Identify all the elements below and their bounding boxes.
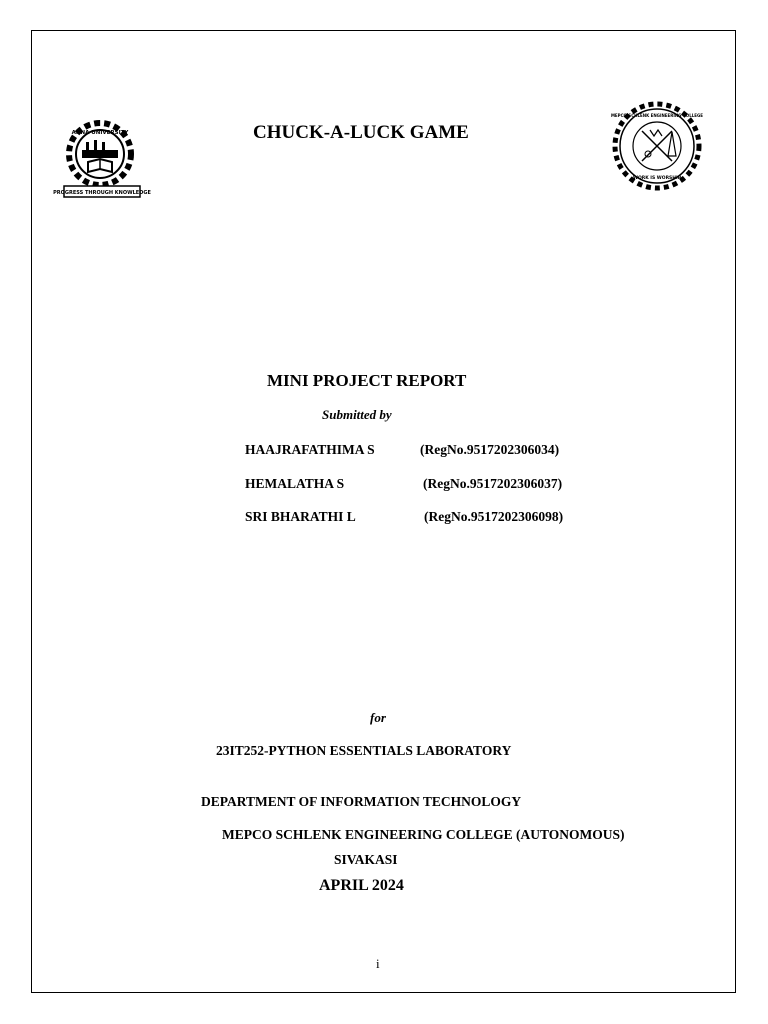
member-name: HEMALATHA S xyxy=(245,476,345,491)
submitted-by-label: Submitted by xyxy=(322,407,392,422)
report-date: APRIL 2024 xyxy=(319,877,404,894)
member-regno: (RegNo.9517202306098) xyxy=(424,509,564,524)
course-name: 23IT252-PYTHON ESSENTIALS LABORATORY xyxy=(216,743,512,758)
college-name: MEPCO SCHLENK ENGINEERING COLLEGE (AUTONOMOUS) xyxy=(222,827,625,842)
for-label: for xyxy=(370,710,386,725)
anna-university-emblem-icon xyxy=(53,120,151,200)
mepco-college-emblem-icon xyxy=(610,100,704,192)
logo-right-motto: WORK IS WORSHIP xyxy=(632,176,682,181)
page-number: i xyxy=(376,956,380,971)
report-title: CHUCK-A-LUCK GAME xyxy=(253,122,469,143)
report-subtitle: MINI PROJECT REPORT xyxy=(267,371,467,390)
logo-right-top-text: MEPCO SCHLENK ENGINEERING COLLEGE xyxy=(610,113,704,118)
department-name: DEPARTMENT OF INFORMATION TECHNOLOGY xyxy=(201,794,522,809)
member-regno: (RegNo.9517202306037) xyxy=(423,476,563,491)
city-name: SIVAKASI xyxy=(334,852,398,867)
logo-left-top-text: ANNA UNIVERSITY xyxy=(71,130,129,136)
member-regno: (RegNo.9517202306034) xyxy=(420,442,560,457)
member-name: HAAJRAFATHIMA S xyxy=(245,442,375,457)
logo-left-motto: PROGRESS THROUGH KNOWLEDGE xyxy=(53,190,151,196)
member-name: SRI BHARATHI L xyxy=(245,509,356,524)
